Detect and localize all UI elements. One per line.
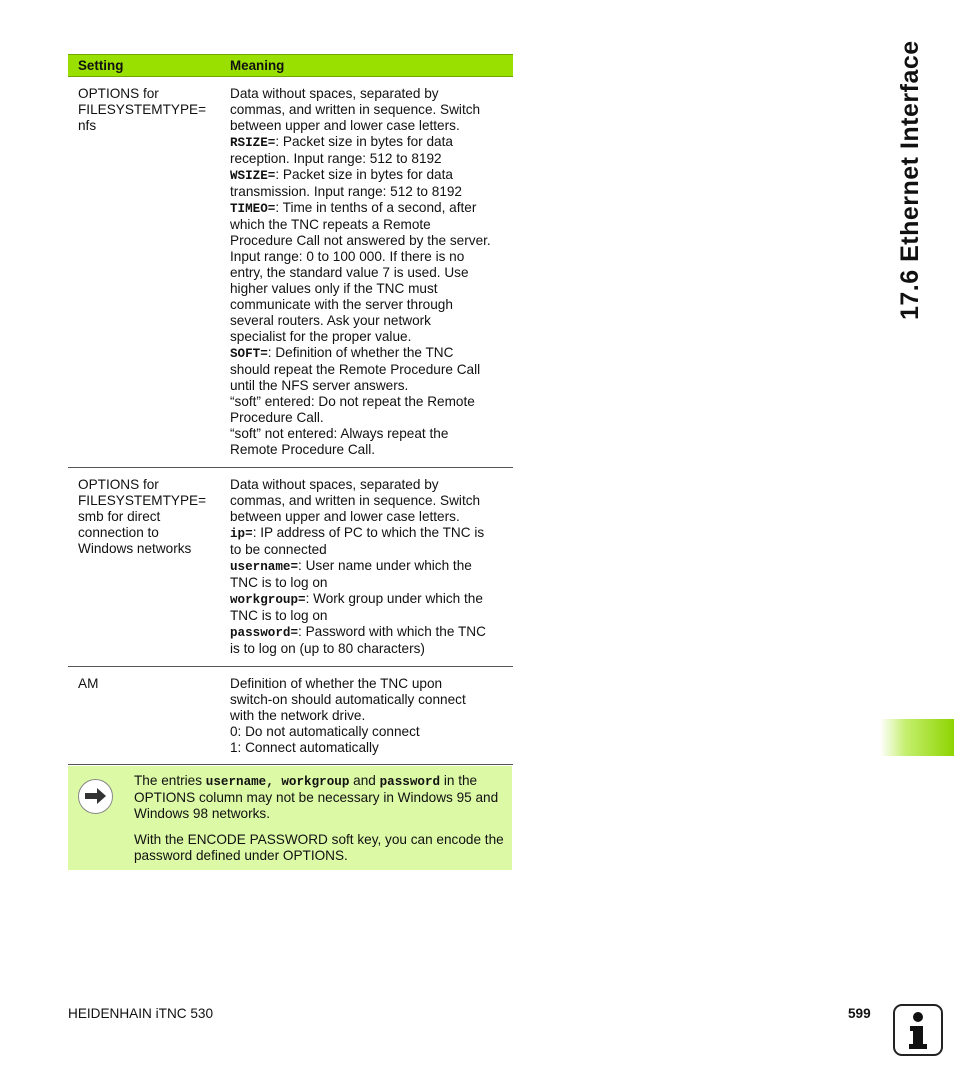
meaning-line [230,591,501,608]
meaning-line [230,708,501,724]
meaning-text: with the network drive. [230,708,366,723]
meaning-line [230,233,501,249]
header-setting: Setting [68,55,222,77]
meaning-text: Data without spaces, separated by [230,86,439,101]
parameter-code: SOFT= [230,347,268,361]
meaning-line [230,724,501,740]
meaning-text: between upper and lower case letters. [230,509,460,524]
chapter-tab-marker [880,719,954,756]
meaning-line [230,102,501,118]
setting-line: FILESYSTEMTYPE= [78,102,207,117]
meaning-text: between upper and lower case letters. [230,118,460,133]
note-paragraph-1 [134,773,504,822]
parameter-code: RSIZE= [230,136,276,150]
note-text-part: The entries [134,773,206,788]
meaning-line [230,134,501,151]
note-text-part: and [349,773,380,788]
meaning-text: which the TNC repeats a Remote [230,217,431,232]
meaning-text: switch-on should automatically connect [230,692,466,707]
meaning-text: : Password with which the TNC [298,624,486,639]
meaning-text: to be connected [230,542,327,557]
meaning-text: Remote Procedure Call. [230,442,376,457]
table-header-row [68,55,513,77]
meaning-line [230,184,501,200]
table-body [68,77,513,765]
setting-line: nfs [78,118,97,133]
meaning-line [230,493,501,509]
table-row [68,468,513,667]
setting-line: OPTIONS for [78,477,159,492]
meaning-line [230,525,501,542]
meaning-line [230,329,501,345]
setting-line: FILESYSTEMTYPE= [78,493,207,508]
setting-line: smb for direct [78,509,161,524]
meaning-text: is to log on (up to 80 characters) [230,641,425,656]
meaning-text: communicate with the server through [230,297,453,312]
chapter-section-title: 17.6 Ethernet Interface [896,40,924,320]
meaning-text: entry, the standard value 7 is used. Use [230,265,469,280]
meaning-text: : Time in tenths of a second, after [275,200,477,215]
meaning-line [230,265,501,281]
setting-line: AM [78,676,99,691]
setting-line: connection to [78,525,159,540]
meaning-text: until the NFS server answers. [230,378,409,393]
meaning-text: Procedure Call not answered by the server. [230,233,491,248]
meaning-line [230,345,501,362]
meaning-text: “soft” entered: Do not repeat the Remote [230,394,475,409]
note-code-username-workgroup: username, workgroup [205,775,350,789]
meaning-line [230,558,501,575]
meaning-line [230,362,501,378]
meaning-line [230,676,501,692]
table-row [68,77,513,468]
setting-cell [68,77,222,468]
meaning-line [230,426,501,442]
note-paragraph-2: With the ENCODE PASSWORD soft key, you can encode the password defined under OPTIONS. [134,832,504,863]
meaning-text: specialist for the proper value. [230,329,412,344]
parameter-code: workgroup= [230,593,306,607]
meaning-text: : Definition of whether the TNC [267,345,454,360]
setting-cell [68,468,222,667]
meaning-line [230,442,501,458]
meaning-line [230,86,501,102]
meaning-text: commas, and written in sequence. Switch [230,493,481,508]
settings-table [68,54,513,765]
meaning-text: commas, and written in sequence. Switch [230,102,481,117]
table-row [68,667,513,765]
meaning-text: should repeat the Remote Procedure Call [230,362,481,377]
meaning-line [230,394,501,410]
meaning-text: : User name under which the [298,558,472,573]
meaning-line [230,410,501,426]
parameter-code: ip= [230,527,253,541]
meaning-text: 0: Do not automatically connect [230,724,420,739]
meaning-line [230,217,501,233]
note-text [134,773,504,874]
meaning-line [230,608,501,624]
meaning-text: : Packet size in bytes for data [275,134,453,149]
meaning-text: TNC is to log on [230,608,328,623]
meaning-line [230,281,501,297]
meaning-text: transmission. Input range: 512 to 8192 [230,184,462,199]
meaning-text: : IP address of PC to which the TNC is [252,525,485,540]
meaning-line [230,624,501,641]
meaning-line [230,740,501,756]
setting-cell [68,667,222,765]
meaning-text: “soft” not entered: Always repeat the [230,426,449,441]
meaning-text: : Work group under which the [305,591,483,606]
meaning-text: Procedure Call. [230,410,324,425]
meaning-cell [222,468,513,667]
parameter-code: password= [230,626,299,640]
meaning-line [230,313,501,329]
parameter-code: username= [230,560,299,574]
meaning-line [230,477,501,493]
header-meaning: Meaning [222,55,513,77]
meaning-text: reception. Input range: 512 to 8192 [230,151,442,166]
setting-line: OPTIONS for [78,86,159,101]
note-text-part: in the OPTIONS column may not be necessary in Windows 95 and Windows 98 networks. [134,773,499,821]
meaning-text: several routers. Ask your network [230,313,431,328]
meaning-line [230,200,501,217]
meaning-text: Definition of whether the TNC upon [230,676,443,691]
meaning-cell [222,667,513,765]
page-number: 599 [848,1006,871,1021]
meaning-cell [222,77,513,468]
meaning-text: TNC is to log on [230,575,328,590]
info-icon [893,1004,943,1056]
parameter-code: TIMEO= [230,202,276,216]
setting-line: Windows networks [78,541,192,556]
meaning-line [230,378,501,394]
meaning-line [230,542,501,558]
meaning-line [230,297,501,313]
parameter-code: WSIZE= [230,169,276,183]
note-code-password: password [379,775,441,789]
meaning-line [230,249,501,265]
meaning-text: Data without spaces, separated by [230,477,439,492]
meaning-text: higher values only if the TNC must [230,281,438,296]
meaning-line [230,692,501,708]
footer-product-name: HEIDENHAIN iTNC 530 [68,1006,214,1021]
meaning-line [230,167,501,184]
meaning-text: Input range: 0 to 100 000. If there is no [230,249,465,264]
meaning-text: : Packet size in bytes for data [275,167,453,182]
meaning-text: 1: Connect automatically [230,740,379,755]
meaning-line [230,509,501,525]
arrow-right-icon [78,779,113,814]
meaning-line [230,575,501,591]
meaning-line [230,118,501,134]
note-box [68,766,512,870]
meaning-line [230,641,501,657]
meaning-line [230,151,501,167]
